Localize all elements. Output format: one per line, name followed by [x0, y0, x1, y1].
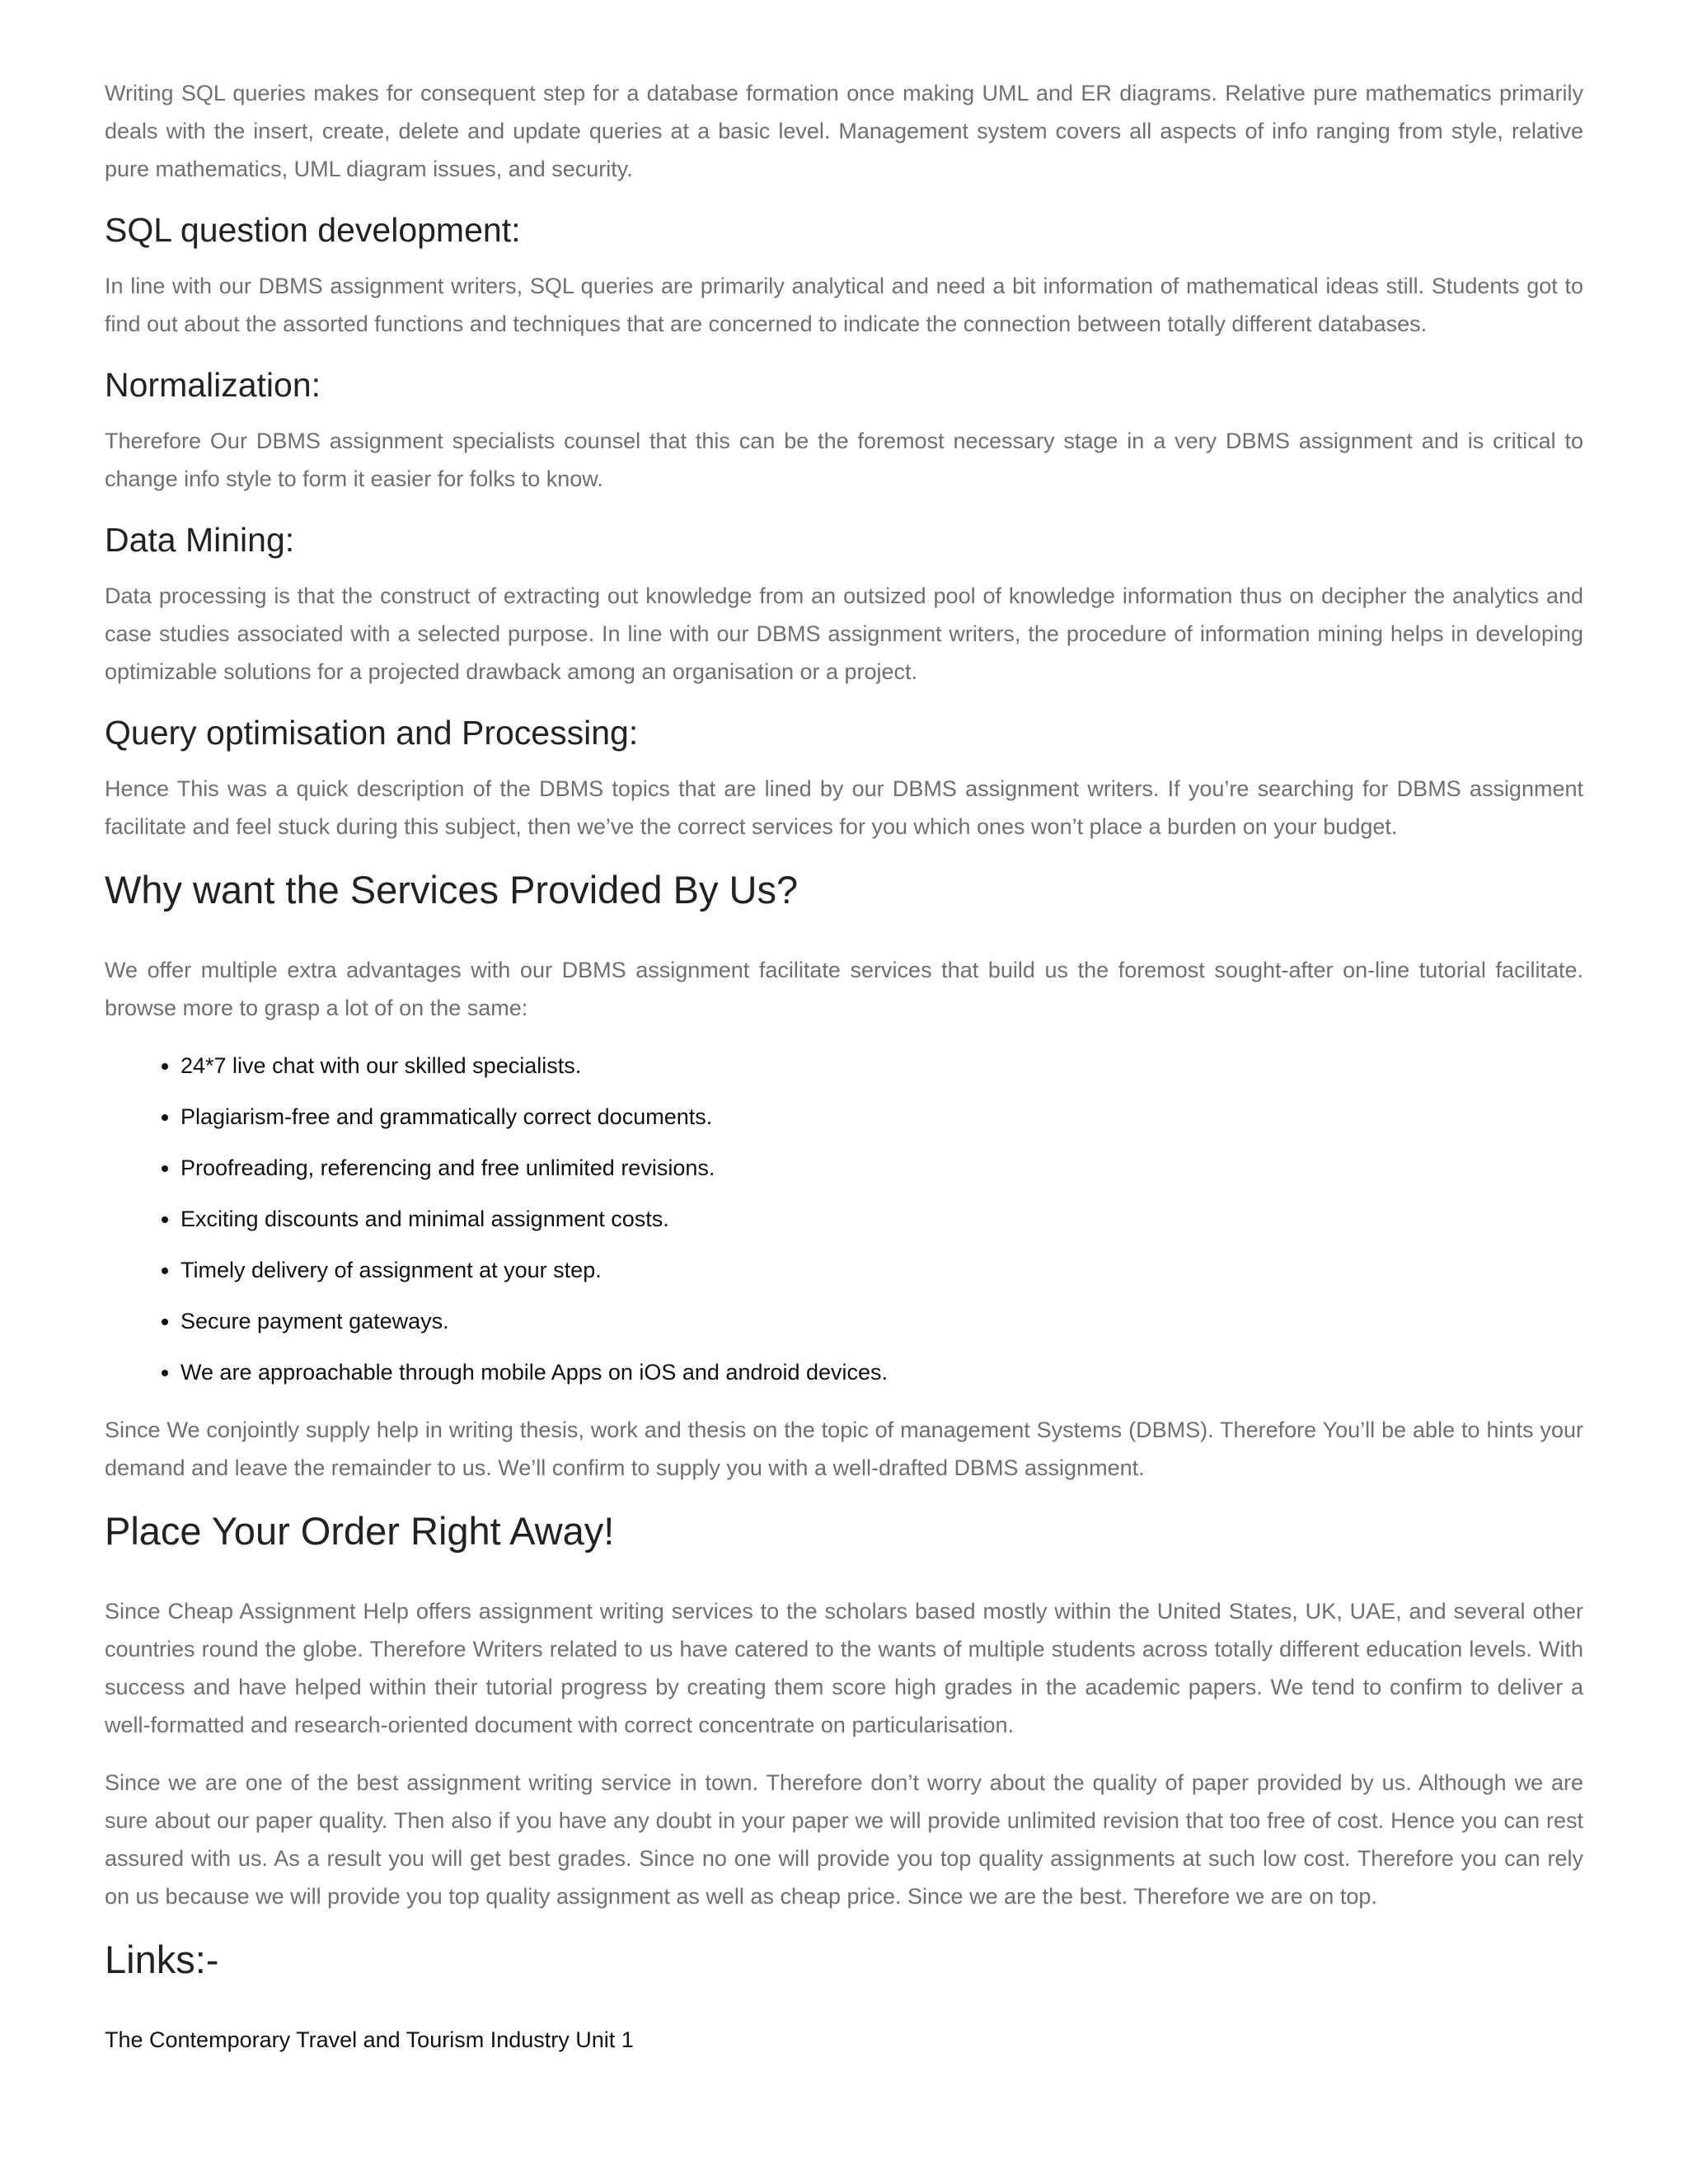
section-body-query-optimisation: Hence This was a quick description of the DBMS topics that are lined by our DBMS assignment writers. If you’re searching for DBMS assignment facilitate and feel stuck during this subject, then we’ve the correct services for you which ones won’t place a burden on your budget.: [105, 776, 1583, 839]
list-item: • Proofreading, referencing and free unlimited revisions.: [181, 1149, 1583, 1187]
section-heading-query-optimisation: Query optimisation and Processing:: [105, 714, 639, 752]
order-heading: Place Your Order Right Away!: [105, 1509, 615, 1553]
list-item: • Secure payment gateways.: [181, 1302, 1583, 1340]
list-item: • We are approachable through mobile Apps on iOS and android devices.: [181, 1353, 1583, 1391]
list-item: • Exciting discounts and minimal assignment costs.: [181, 1200, 1583, 1238]
section-heading-data-mining: Data Mining:: [105, 521, 295, 559]
section-heading-normalization: Normalization:: [105, 366, 321, 404]
section-body-data-mining: Data processing is that the construct of extracting out knowledge from an outsized pool of knowledge information thus on decipher the analytics and case studies associated with a selected purpose. In line with our DBMS assignment writers, the procedure of information mining helps in developing optimizable solutions for a projected drawback among an organisation or a project.: [105, 583, 1583, 684]
section-body-sql: In line with our DBMS assignment writers, SQL queries are primarily analytical and need a bit information of mathematical ideas still. Students got to find out about the assorted functions and techniques that are concerned to indicate the connection between totally different databases.: [105, 274, 1583, 336]
section-heading-sql: SQL question development:: [105, 211, 521, 249]
intro-paragraph: Writing SQL queries makes for consequent step for a database formation once making UML and ER diagrams. Relative pure mathematics primarily deals with the insert, create, delete and update queries at a basic level. Management system covers all aspects of info ranging from style, relative pure mathematics, UML diagram issues, and security.: [105, 81, 1583, 181]
benefits-list: [105, 1047, 1583, 1391]
why-heading: Why want the Services Provided By Us?: [105, 868, 799, 912]
section-body-normalization: Therefore Our DBMS assignment specialists counsel that this can be the foremost necessary stage in a very DBMS assignment and is critical to change info style to form it easier for folks to know.: [105, 429, 1583, 491]
links-heading: Links:-: [105, 1938, 219, 1981]
order-paragraph-1: Since Cheap Assignment Help offers assignment writing services to the scholars based mostly within the United States, UK, UAE, and several other countries round the globe. Therefore Writers related to us have catered to the wants of multiple students across totally different education levels. With success and have helped within their tutorial progress by creating them score high grades in the academic papers. We tend to confirm to deliver a well-formatted and research-oriented document with correct concentrate on particularisation.: [105, 1599, 1583, 1737]
list-item: • Plagiarism-free and grammatically correct documents.: [181, 1098, 1583, 1136]
link-travel-tourism[interactable]: The Contemporary Travel and Tourism Industry Unit 1: [105, 2027, 634, 2052]
order-paragraph-2: Since we are one of the best assignment writing service in town. Therefore don’t worry about the quality of paper provided by us. Although we are sure about our paper quality. Then also if you have any doubt in your paper we will provide unlimited revision that too free of cost. Hence you can rest assured with us. As a result you will get best grades. Since no one will provide you top quality assignments at such low cost. Therefore you can rely on us because we will provide you top quality assignment as well as cheap price. Since we are the best. Therefore we are on top.: [105, 1770, 1583, 1909]
why-intro: We offer multiple extra advantages with our DBMS assignment facilitate services that build us the foremost sought-after on-line tutorial facilitate. browse more to grasp a lot of on the same:: [105, 958, 1583, 1020]
list-item: • Timely delivery of assignment at your step.: [181, 1251, 1583, 1289]
list-item: • 24*7 live chat with our skilled specialists.: [181, 1047, 1583, 1085]
why-outro: Since We conjointly supply help in writing thesis, work and thesis on the topic of management Systems (DBMS). Therefore You’ll be able to hints your demand and leave the remainder to us. We’ll confirm to supply you with a well-drafted DBMS assignment.: [105, 1418, 1583, 1480]
